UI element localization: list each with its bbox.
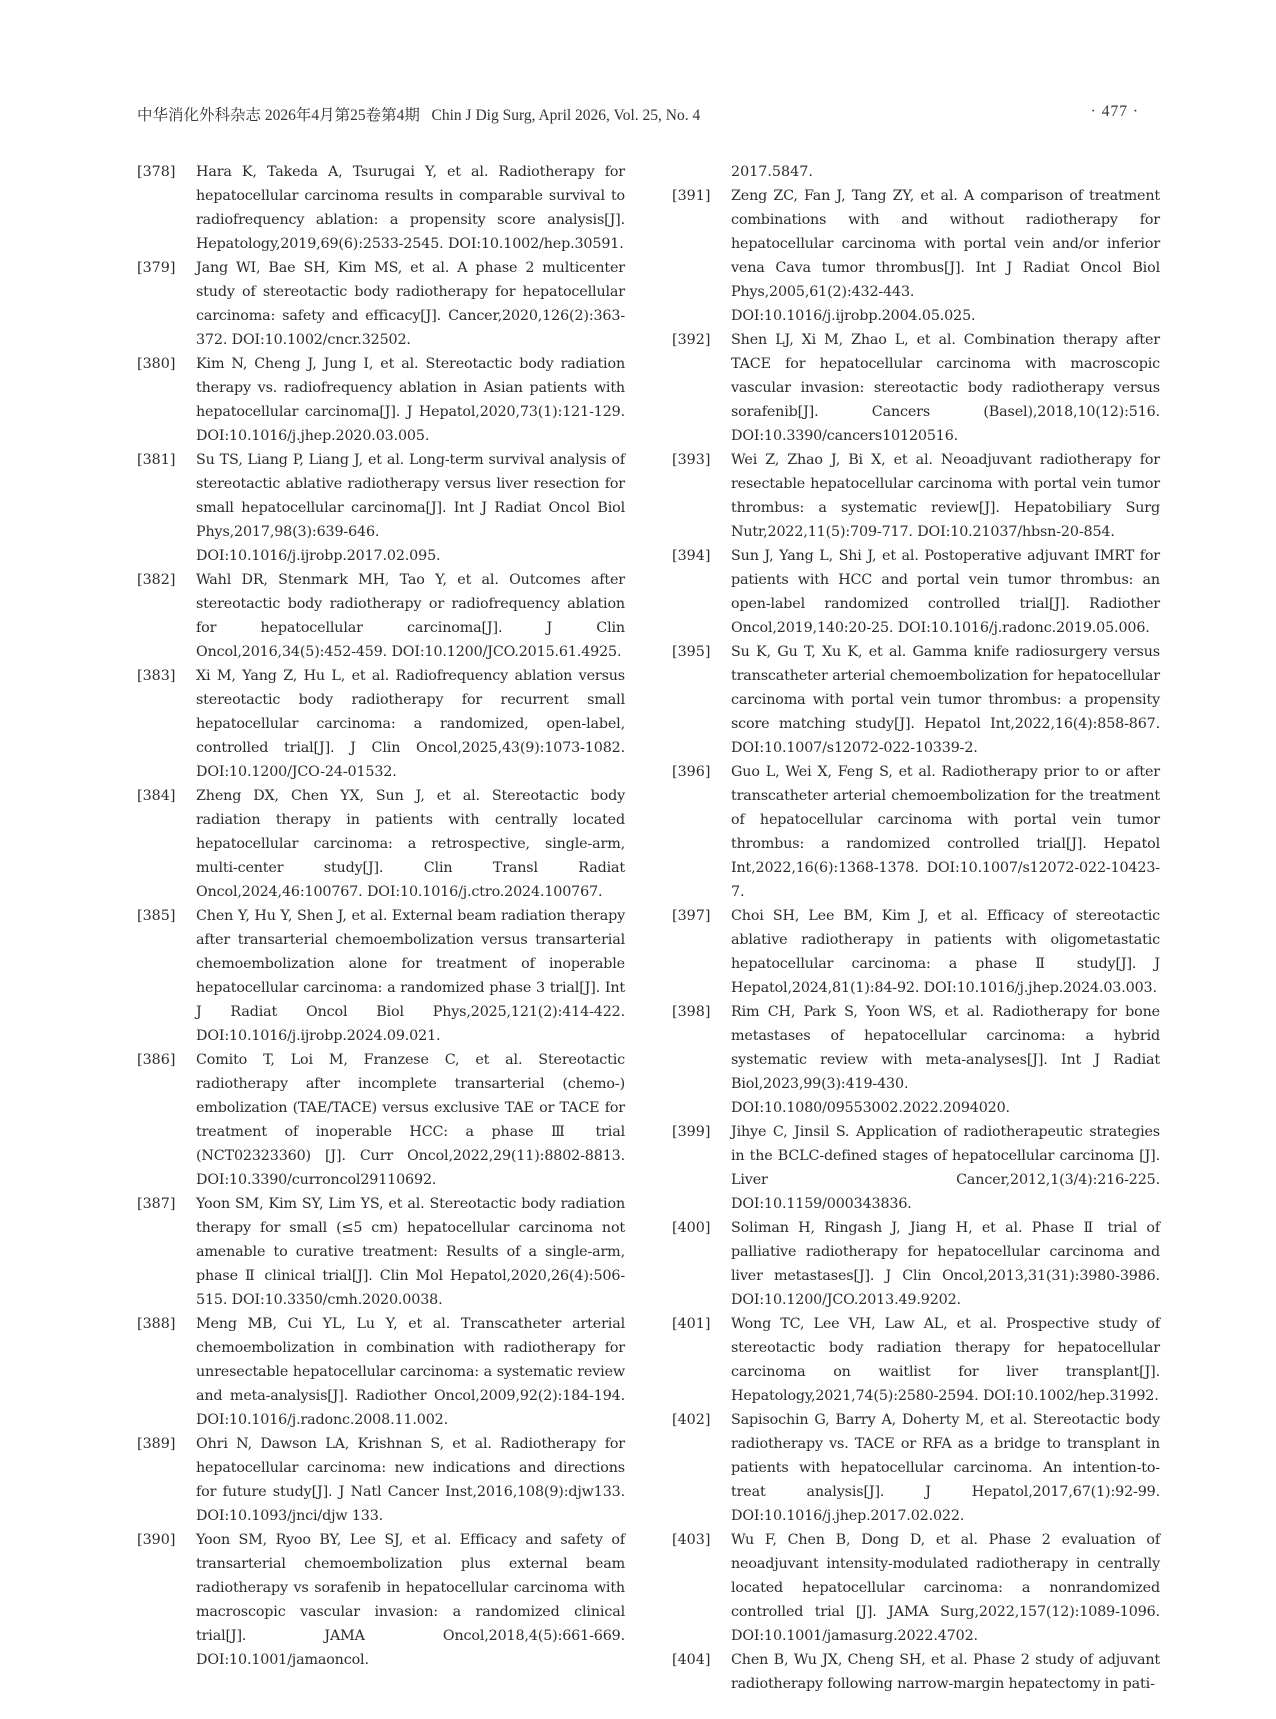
reference-item <box>672 1528 1160 1648</box>
reference-text: Zheng DX, Chen YX, Sun J, et al. Stereotactic body radiation therapy in patients with centrally located hepatocellular carcinoma: a retrospective, single-arm, multi-center study[J]. Clin Transl Radiat Oncol,2024,46:100767. DOI:10.1016/j.ctro.2024.100767. <box>196 788 625 900</box>
reference-text: Kim N, Cheng J, Jung I, et al. Stereotactic body radiation therapy vs. radiofrequency ablation in Asian patients with hepatocellular carcinoma[J]. J Hepatol,2020,73(1):121-129. DOI:10.1016/j.jhep.2020.03.005. <box>196 356 625 444</box>
reference-text: Yoon SM, Ryoo BY, Lee SJ, et al. Efficacy and safety of transarterial chemoembolization plus external beam radiotherapy vs sorafenib in hepatocellular carcinoma with macroscopic vascular invasion: a randomized clinical trial[J]. JAMA Oncol,2018,4(5):661-669. DOI:10.1001/jamaoncol. <box>196 1532 625 1668</box>
reference-number: [390] <box>137 1532 176 1548</box>
journal-title-cn: 中华消化外科杂志 2026年4月第25卷第4期 <box>137 107 420 124</box>
reference-number: [401] <box>672 1316 711 1332</box>
reference-number: [384] <box>137 788 176 804</box>
reference-text: Chen Y, Hu Y, Shen J, et al. External beam radiation therapy after transarterial chemoembolization versus transarterial chemoembolization alone for treatment of inoperable hepatocellular carcinoma: a randomized phase 3 trial[J]. Int J Radiat Oncol Biol Phys,2025,121(2):414-422. DOI:10.1016/j.ijrobp.2024.09.021. <box>196 908 625 1044</box>
reference-item <box>672 640 1160 760</box>
reference-item <box>672 184 1160 328</box>
reference-item <box>137 1312 625 1432</box>
reference-item <box>672 1312 1160 1408</box>
reference-text: Meng MB, Cui YL, Lu Y, et al. Transcatheter arterial chemoembolization in combination with radiotherapy for unresectable hepatocellular carcinoma: a systematic review and meta-analysis[J]. Radiother Oncol,2009,92(2):184-194. DOI:10.1016/j.radonc.2008.11.002. <box>196 1316 625 1428</box>
reference-item <box>137 1048 625 1192</box>
reference-item <box>672 1000 1160 1120</box>
reference-text: Wu F, Chen B, Dong D, et al. Phase 2 evaluation of neoadjuvant intensity-modulated radiotherapy in centrally located hepatocellular carcinoma: a nonrandomized controlled trial [J]. JAMA Surg,2022,157(12):1089-1096. DOI:10.1001/jamasurg.2022.4702. <box>731 1532 1160 1644</box>
reference-item <box>137 448 625 568</box>
reference-number: [380] <box>137 356 176 372</box>
reference-text: Jang WI, Bae SH, Kim MS, et al. A phase 2 multicenter study of stereotactic body radiotherapy for hepatocellular carcinoma: safety and efficacy[J]. Cancer,2020,126(2):363-372. DOI:10.1002/cncr.32502. <box>196 260 625 348</box>
reference-number: [385] <box>137 908 176 924</box>
reference-text: Hara K, Takeda A, Tsurugai Y, et al. Radiotherapy for hepatocellular carcinoma results in comparable survival to radiofrequency ablation: a propensity score analysis[J]. Hepatology,2019,69(6):2533-2545. DOI:10.1002/hep.30591. <box>196 164 625 252</box>
reference-text: Chen B, Wu JX, Cheng SH, et al. Phase 2 study of adjuvant radiotherapy following narrow-margin hepatectomy in pati- <box>731 1652 1160 1692</box>
reference-item <box>672 328 1160 448</box>
reference-number: [389] <box>137 1436 176 1452</box>
reference-number: [398] <box>672 1004 711 1020</box>
reference-text: Rim CH, Park S, Yoon WS, et al. Radiotherapy for bone metastases of hepatocellular carcinoma: a hybrid systematic review with meta-analyses[J]. Int J Radiat Biol,2023,99(3):419-430. DOI:10.1080/09553002.2022.2094020. <box>731 1004 1160 1116</box>
reference-item <box>137 664 625 784</box>
reference-number: [400] <box>672 1220 711 1236</box>
reference-number: [382] <box>137 572 176 588</box>
reference-continuation: 2017.5847. <box>731 164 813 180</box>
reference-item <box>137 904 625 1048</box>
reference-text: Guo L, Wei X, Feng S, et al. Radiotherapy prior to or after transcatheter arterial chemoembolization for the treatment of hepatocellular carcinoma with portal vein tumor thrombus: a randomized controlled trial[J]. Hepatol Int,2022,16(6):1368-1378. DOI:10.1007/s12072-022-10423-7. <box>731 764 1160 900</box>
reference-item <box>672 1408 1160 1528</box>
reference-item <box>137 1528 625 1672</box>
reference-number: [393] <box>672 452 711 468</box>
reference-column-left <box>137 160 625 1672</box>
reference-number: [387] <box>137 1196 176 1212</box>
reference-number: [394] <box>672 548 711 564</box>
reference-text: Sapisochin G, Barry A, Doherty M, et al. Stereotactic body radiotherapy vs. TACE or RFA as a bridge to transplant in patients with hepatocellular carcinoma. An intention-to-treat analysis[J]. J Hepatol,2017,67(1):92-99. DOI:10.1016/j.jhep.2017.02.022. <box>731 1412 1160 1524</box>
reference-number: [391] <box>672 188 711 204</box>
reference-item <box>137 352 625 448</box>
reference-item <box>672 1648 1160 1696</box>
reference-number: [402] <box>672 1412 711 1428</box>
page-number: · 477 · <box>1090 103 1139 120</box>
reference-item <box>137 1432 625 1528</box>
reference-text: Xi M, Yang Z, Hu L, et al. Radiofrequency ablation versus stereotactic body radiotherapy for recurrent small hepatocellular carcinoma: a randomized, open-label, controlled trial[J]. J Clin Oncol,2025,43(9):1073-1082. DOI:10.1200/JCO-24-01532. <box>196 668 625 780</box>
reference-text: Jihye C, Jinsil S. Application of radiotherapeutic strategies in the BCLC-defined stages of hepatocellular carcinoma [J]. Liver Cancer,2012,1(3/4):216-225. DOI:10.1159/000343836. <box>731 1124 1160 1212</box>
reference-number: [396] <box>672 764 711 780</box>
reference-item <box>137 160 625 256</box>
reference-column-right <box>672 160 1160 1696</box>
reference-item <box>672 448 1160 544</box>
reference-number: [404] <box>672 1652 711 1668</box>
reference-item <box>137 784 625 904</box>
reference-number: [399] <box>672 1124 711 1140</box>
reference-text: Wahl DR, Stenmark MH, Tao Y, et al. Outcomes after stereotactic body radiotherapy or radiofrequency ablation for hepatocellular carcinoma[J]. J Clin Oncol,2016,34(5):452-459. DOI:10.1200/JCO.2015.61.4925. <box>196 572 625 660</box>
reference-number: [388] <box>137 1316 176 1332</box>
reference-item <box>672 904 1160 1000</box>
reference-text: Zeng ZC, Fan J, Tang ZY, et al. A comparison of treatment combinations with and without radiotherapy for hepatocellular carcinoma with portal vein and/or inferior vena Cava tumor thrombus[J]. Int J Radiat Oncol Biol Phys,2005,61(2):432-443. DOI:10.1016/j.ijrobp.2004.05.025. <box>731 188 1160 324</box>
reference-item <box>137 568 625 664</box>
reference-number: [378] <box>137 164 176 180</box>
reference-text: Shen LJ, Xi M, Zhao L, et al. Combination therapy after TACE for hepatocellular carcinoma with macroscopic vascular invasion: stereotactic body radiotherapy versus sorafenib[J]. Cancers (Basel),2018,10(12):516. DOI:10.3390/cancers10120516. <box>731 332 1160 444</box>
reference-item <box>137 1192 625 1312</box>
reference-number: [397] <box>672 908 711 924</box>
reference-number: [379] <box>137 260 176 276</box>
reference-item <box>672 760 1160 904</box>
reference-item <box>672 1120 1160 1216</box>
reference-number: [381] <box>137 452 176 468</box>
reference-number: [383] <box>137 668 176 684</box>
reference-item <box>672 544 1160 640</box>
reference-text: Choi SH, Lee BM, Kim J, et al. Efficacy of stereotactic ablative radiotherapy in patients with oligometastatic hepatocellular carcinoma: a phase Ⅱ study[J]. J Hepatol,2024,81(1):84-92. DOI:10.1016/j.jhep.2024.03.003. <box>731 908 1160 996</box>
reference-text: Sun J, Yang L, Shi J, et al. Postoperative adjuvant IMRT for patients with HCC and portal vein tumor thrombus: an open-label randomized controlled trial[J]. Radiother Oncol,2019,140:20-25. DOI:10.1016/j.radonc.2019.05.006. <box>731 548 1160 636</box>
reference-text: Soliman H, Ringash J, Jiang H, et al. Phase Ⅱ trial of palliative radiotherapy for hepatocellular carcinoma and liver metastases[J]. J Clin Oncol,2013,31(31):3980-3986. DOI:10.1200/JCO.2013.49.9202. <box>731 1220 1160 1308</box>
running-header <box>137 103 1139 129</box>
reference-text: Su K, Gu T, Xu K, et al. Gamma knife radiosurgery versus transcatheter arterial chemoembolization for hepatocellular carcinoma with portal vein tumor thrombus: a propensity score matching study[J]. Hepatol Int,2022,16(4):858-867. DOI:10.1007/s12072-022-10339-2. <box>731 644 1160 756</box>
reference-text: Su TS, Liang P, Liang J, et al. Long-term survival analysis of stereotactic ablative radiotherapy versus liver resection for small hepatocellular carcinoma[J]. Int J Radiat Oncol Biol Phys,2017,98(3):639-646. DOI:10.1016/j.ijrobp.2017.02.095. <box>196 452 625 564</box>
reference-text: Wong TC, Lee VH, Law AL, et al. Prospective study of stereotactic body radiation therapy for hepatocellular carcinoma on waitlist for liver transplant[J]. Hepatology,2021,74(5):2580-2594. DOI:10.1002/hep.31992. <box>731 1316 1160 1404</box>
journal-title-en: Chin J Dig Surg, April 2026, Vol. 25, No. 4 <box>431 107 701 124</box>
reference-number: [386] <box>137 1052 176 1068</box>
reference-item <box>137 256 625 352</box>
reference-number: [403] <box>672 1532 711 1548</box>
reference-text: Ohri N, Dawson LA, Krishnan S, et al. Radiotherapy for hepatocellular carcinoma: new indications and directions for future study[J]. J Natl Cancer Inst,2016,108(9):djw133. DOI:10.1093/jnci/djw 133. <box>196 1436 625 1524</box>
reference-text: Comito T, Loi M, Franzese C, et al. Stereotactic radiotherapy after incomplete transarterial (chemo-) embolization (TAE/TACE) versus exclusive TAE or TACE for treatment of inoperable HCC: a phase Ⅲ trial (NCT02323360) [J]. Curr Oncol,2022,29(11):8802-8813. DOI:10.3390/curroncol29110692. <box>196 1052 625 1188</box>
reference-item <box>672 1216 1160 1312</box>
reference-number: [395] <box>672 644 711 660</box>
reference-text: Wei Z, Zhao J, Bi X, et al. Neoadjuvant radiotherapy for resectable hepatocellular carcinoma with portal vein tumor thrombus: a systematic review[J]. Hepatobiliary Surg Nutr,2022,11(5):709-717. DOI:10.21037/hbsn-20-854. <box>731 452 1160 540</box>
reference-text: Yoon SM, Kim SY, Lim YS, et al. Stereotactic body radiation therapy for small (≤5 cm) hepatocellular carcinoma not amenable to curative treatment: Results of a single-arm, phase Ⅱ clinical trial[J]. Clin Mol Hepatol,2020,26(4):506-515. DOI:10.3350/cmh.2020.0038. <box>196 1196 625 1308</box>
journal-citation-line <box>137 103 700 125</box>
reference-number: [392] <box>672 332 711 348</box>
